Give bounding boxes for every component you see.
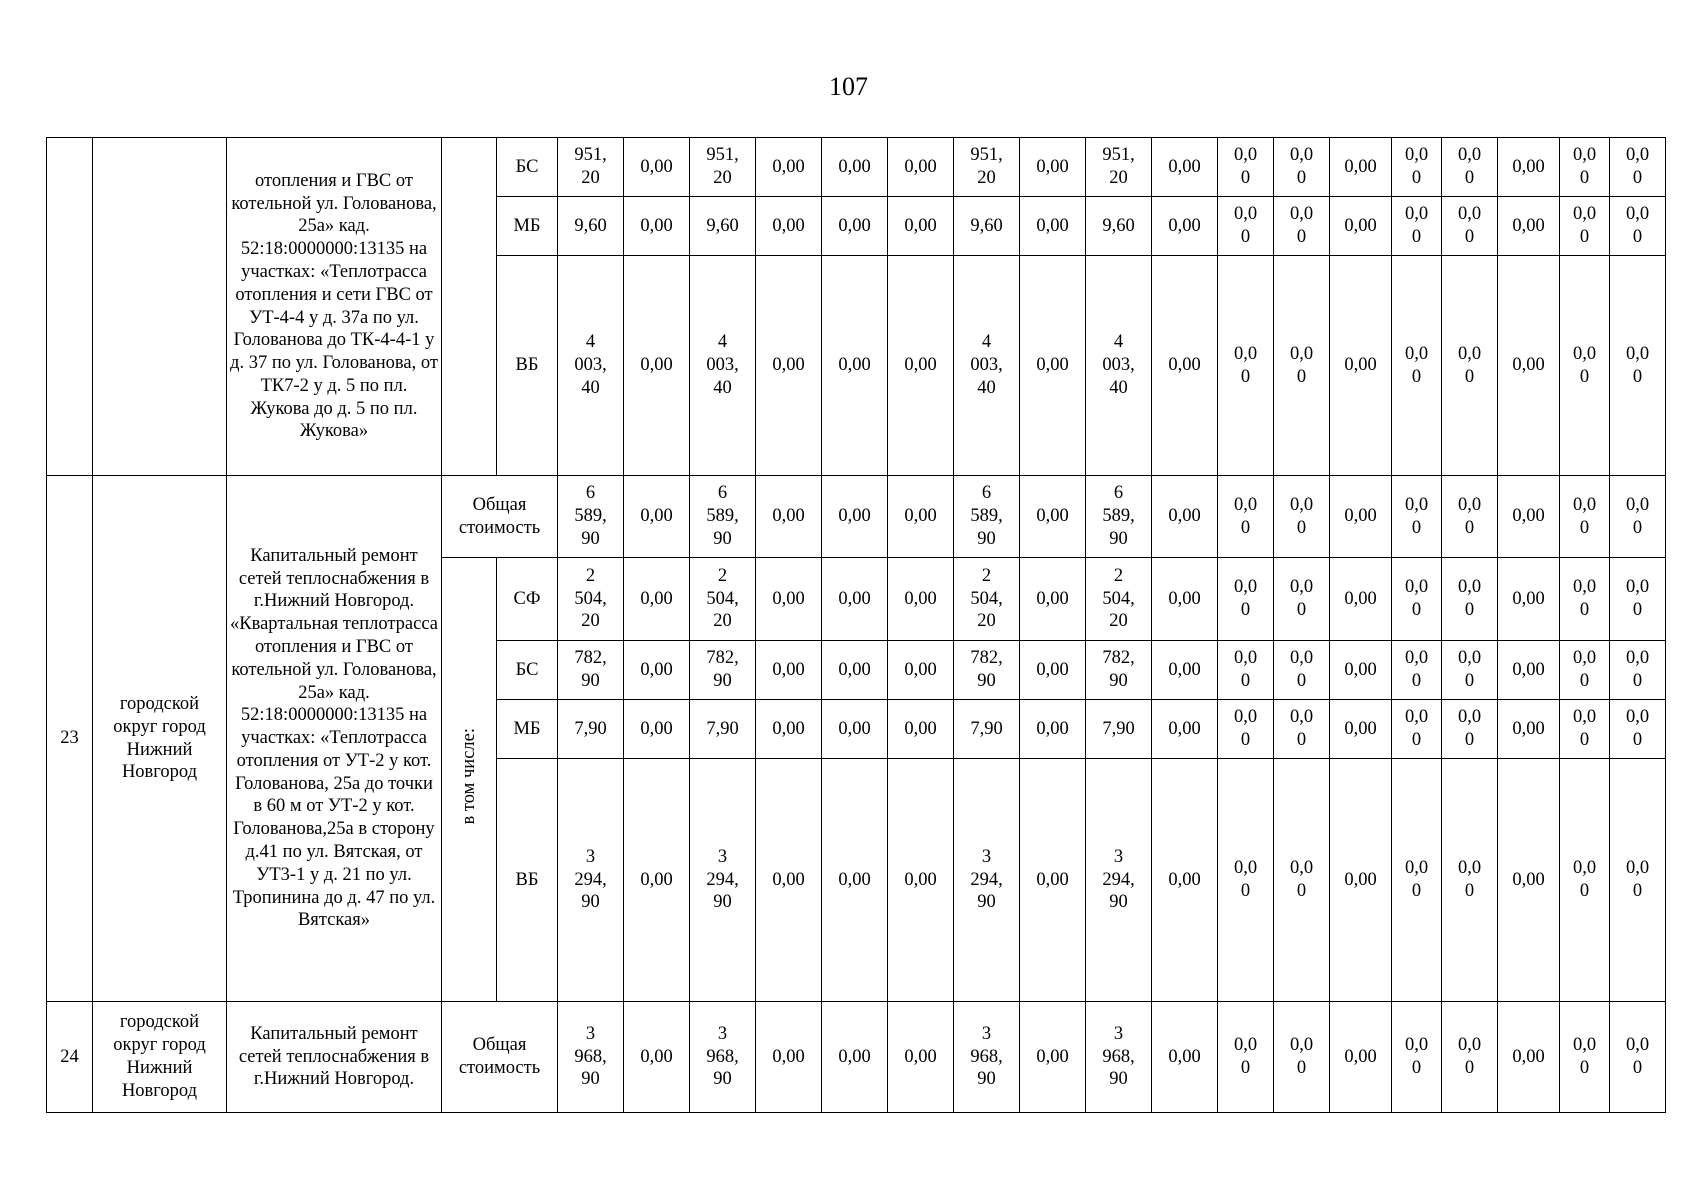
value-cell: 0,0 0: [1218, 138, 1274, 197]
total-cost-label: Общая стоимость: [442, 476, 558, 558]
value-cell: 0,0 0: [1560, 700, 1610, 759]
value-cell: 0,00: [888, 558, 954, 641]
value-cell: 0,0 0: [1392, 138, 1442, 197]
value-cell: 0,00: [1152, 700, 1218, 759]
value-cell: 0,00: [756, 256, 822, 476]
value-cell: 4 003, 40: [690, 256, 756, 476]
value-cell: 7,90: [690, 700, 756, 759]
value-cell: 0,0 0: [1560, 256, 1610, 476]
value-cell: 951, 20: [954, 138, 1020, 197]
value-cell: 0,0 0: [1610, 641, 1666, 700]
value-cell: 782, 90: [954, 641, 1020, 700]
source-label-bs: БС: [497, 641, 558, 700]
page-number: 107: [829, 72, 868, 101]
value-cell: 9,60: [1086, 197, 1152, 256]
value-cell: 0,0 0: [1610, 138, 1666, 197]
value-cell: 0,00: [1020, 476, 1086, 558]
value-cell: 0,00: [822, 759, 888, 1002]
source-label-vb: ВБ: [497, 256, 558, 476]
value-cell: 0,00: [888, 476, 954, 558]
value-cell: 0,00: [822, 1002, 888, 1113]
description-cell: Капитальный ремонт сетей теплоснабжения в г.Нижний Новгород.: [227, 1002, 442, 1113]
value-cell: 0,00: [756, 558, 822, 641]
value-cell: 0,0 0: [1218, 1002, 1274, 1113]
value-cell: 0,0 0: [1610, 197, 1666, 256]
value-cell: 0,00: [624, 476, 690, 558]
value-cell: 0,0 0: [1392, 197, 1442, 256]
value-cell: 0,00: [888, 138, 954, 197]
value-cell: 0,0 0: [1442, 138, 1498, 197]
value-cell: 0,0 0: [1560, 476, 1610, 558]
value-cell: 0,0 0: [1218, 641, 1274, 700]
value-cell: 951, 20: [690, 138, 756, 197]
value-cell: 0,00: [1330, 138, 1392, 197]
value-cell: 0,0 0: [1610, 1002, 1666, 1113]
value-cell: 6 589, 90: [558, 476, 624, 558]
including-label: в том числе:: [458, 727, 479, 825]
value-cell: 6 589, 90: [954, 476, 1020, 558]
value-cell: 0,00: [1498, 700, 1560, 759]
value-cell: 0,0 0: [1392, 641, 1442, 700]
value-cell: 0,00: [1330, 476, 1392, 558]
table-row: [47, 1002, 1666, 1113]
value-cell: 0,00: [756, 1002, 822, 1113]
value-cell: 0,00: [1152, 197, 1218, 256]
value-cell: 0,0 0: [1442, 759, 1498, 1002]
value-cell: 0,00: [624, 197, 690, 256]
value-cell: 0,00: [822, 138, 888, 197]
value-cell: 0,0 0: [1560, 641, 1610, 700]
value-cell: 0,0 0: [1442, 197, 1498, 256]
value-cell: 951, 20: [558, 138, 624, 197]
value-cell: 0,0 0: [1274, 641, 1330, 700]
value-cell: 0,00: [822, 641, 888, 700]
value-cell: 6 589, 90: [1086, 476, 1152, 558]
value-cell: 0,0 0: [1392, 1002, 1442, 1113]
value-cell: 0,00: [1498, 476, 1560, 558]
value-cell: 2 504, 20: [1086, 558, 1152, 641]
value-cell: 2 504, 20: [690, 558, 756, 641]
including-cell: [442, 558, 497, 1002]
value-cell: 0,00: [1152, 641, 1218, 700]
value-cell: 7,90: [558, 700, 624, 759]
source-label-vb: ВБ: [497, 759, 558, 1002]
source-label-mb: МБ: [497, 197, 558, 256]
value-cell: 951, 20: [1086, 138, 1152, 197]
value-cell: 0,00: [888, 700, 954, 759]
value-cell: 0,00: [1498, 1002, 1560, 1113]
value-cell: 0,00: [756, 641, 822, 700]
value-cell: 0,0 0: [1274, 138, 1330, 197]
value-cell: 3 968, 90: [954, 1002, 1020, 1113]
value-cell: 0,00: [1152, 138, 1218, 197]
value-cell: 0,00: [624, 256, 690, 476]
value-cell: 0,0 0: [1392, 759, 1442, 1002]
value-cell: 0,00: [1330, 197, 1392, 256]
value-cell: 0,00: [1020, 138, 1086, 197]
value-cell: 0,00: [1330, 700, 1392, 759]
value-cell: 0,00: [822, 558, 888, 641]
value-cell: 0,0 0: [1560, 759, 1610, 1002]
value-cell: 0,00: [756, 759, 822, 1002]
value-cell: 0,00: [888, 197, 954, 256]
value-cell: 0,00: [888, 641, 954, 700]
value-cell: 4 003, 40: [954, 256, 1020, 476]
value-cell: 0,00: [1152, 256, 1218, 476]
value-cell: 7,90: [1086, 700, 1152, 759]
value-cell: 0,0 0: [1610, 700, 1666, 759]
row-number-cell: 23: [47, 476, 93, 1002]
value-cell: 0,00: [1498, 197, 1560, 256]
value-cell: 3 294, 90: [690, 759, 756, 1002]
value-cell: 0,0 0: [1392, 700, 1442, 759]
value-cell: 0,0 0: [1218, 558, 1274, 641]
value-cell: 0,00: [1020, 700, 1086, 759]
value-cell: 0,00: [1020, 759, 1086, 1002]
row-number-cell: [47, 138, 93, 476]
value-cell: 0,00: [822, 700, 888, 759]
source-label-bs: БС: [497, 138, 558, 197]
value-cell: 0,00: [624, 641, 690, 700]
value-cell: 0,0 0: [1274, 476, 1330, 558]
value-cell: 2 504, 20: [954, 558, 1020, 641]
source-label-sf: СФ: [497, 558, 558, 641]
value-cell: 0,0 0: [1392, 558, 1442, 641]
value-cell: 0,00: [1152, 476, 1218, 558]
value-cell: 0,0 0: [1218, 700, 1274, 759]
municipality-cell: городской округ город Нижний Новгород: [93, 1002, 227, 1113]
value-cell: 0,00: [1020, 197, 1086, 256]
value-cell: 0,00: [888, 1002, 954, 1113]
value-cell: 0,0 0: [1274, 1002, 1330, 1113]
value-cell: 0,0 0: [1218, 197, 1274, 256]
row-number-cell: 24: [47, 1002, 93, 1113]
value-cell: 0,00: [1152, 1002, 1218, 1113]
value-cell: 0,0 0: [1392, 256, 1442, 476]
value-cell: 0,00: [756, 197, 822, 256]
value-cell: 3 968, 90: [690, 1002, 756, 1113]
value-cell: 9,60: [954, 197, 1020, 256]
value-cell: 0,00: [624, 759, 690, 1002]
value-cell: 3 294, 90: [1086, 759, 1152, 1002]
value-cell: 0,0 0: [1560, 1002, 1610, 1113]
value-cell: 0,0 0: [1610, 759, 1666, 1002]
value-cell: 0,0 0: [1560, 558, 1610, 641]
value-cell: 0,00: [1020, 256, 1086, 476]
budget-table: [46, 137, 1666, 1113]
value-cell: 0,0 0: [1560, 138, 1610, 197]
table-row: [47, 138, 1666, 197]
value-cell: 4 003, 40: [1086, 256, 1152, 476]
value-cell: 6 589, 90: [690, 476, 756, 558]
value-cell: 3 294, 90: [558, 759, 624, 1002]
value-cell: 0,0 0: [1442, 256, 1498, 476]
value-cell: 0,0 0: [1392, 476, 1442, 558]
value-cell: 9,60: [558, 197, 624, 256]
value-cell: 0,0 0: [1274, 256, 1330, 476]
value-cell: 782, 90: [558, 641, 624, 700]
value-cell: 0,00: [624, 1002, 690, 1113]
description-cell: отопления и ГВС от котельной ул. Голованова, 25а» кад. 52:18:0000000:13135 на участках: «Теплотрасса отопления и сети ГВС от УТ-4-4 у д. 37а по ул. Голованова до ТК-4-4-1 у д. 37 по ул. Голованова, от ТК7-2 у д. 5 по пл. Жукова до д. 5 по пл. Жукова»: [227, 138, 442, 476]
value-cell: 0,0 0: [1274, 197, 1330, 256]
value-cell: 0,0 0: [1610, 476, 1666, 558]
value-cell: 0,00: [1330, 759, 1392, 1002]
value-cell: 0,00: [822, 197, 888, 256]
value-cell: 0,00: [1020, 558, 1086, 641]
value-cell: 0,0 0: [1218, 476, 1274, 558]
value-cell: 0,00: [1330, 1002, 1392, 1113]
value-cell: 0,00: [624, 138, 690, 197]
value-cell: 0,00: [1152, 558, 1218, 641]
including-cell: [442, 138, 497, 476]
total-cost-label: Общая стоимость: [442, 1002, 558, 1113]
value-cell: 0,0 0: [1442, 700, 1498, 759]
value-cell: 3 968, 90: [558, 1002, 624, 1113]
value-cell: 0,0 0: [1610, 256, 1666, 476]
source-label-mb: МБ: [497, 700, 558, 759]
description-cell: Капитальный ремонт сетей теплоснабжения в г.Нижний Новгород. «Квартальная теплотрасса отопления и ГВС от котельной ул. Голованова, 25а» кад. 52:18:0000000:13135 на участках: «Теплотрасса отопления от УТ-2 у кот. Голованова, 25а до точки в 60 м от УТ-2 у кот. Голованова,25а в сторону д.41 по ул. Вятская, от УТ3-1 у д. 21 по ул. Тропинина до д. 47 по ул. Вятская»: [227, 476, 442, 1002]
value-cell: 0,00: [624, 558, 690, 641]
value-cell: 0,00: [888, 759, 954, 1002]
value-cell: 0,0 0: [1274, 759, 1330, 1002]
municipality-cell: городской округ город Нижний Новгород: [93, 476, 227, 1002]
value-cell: 7,90: [954, 700, 1020, 759]
value-cell: 0,0 0: [1274, 700, 1330, 759]
value-cell: 0,00: [1330, 558, 1392, 641]
value-cell: 0,0 0: [1218, 759, 1274, 1002]
municipality-cell: [93, 138, 227, 476]
value-cell: 0,00: [624, 700, 690, 759]
value-cell: 0,00: [1498, 558, 1560, 641]
value-cell: 9,60: [690, 197, 756, 256]
value-cell: 3 968, 90: [1086, 1002, 1152, 1113]
value-cell: 0,00: [1498, 641, 1560, 700]
value-cell: 0,0 0: [1442, 641, 1498, 700]
value-cell: 782, 90: [690, 641, 756, 700]
value-cell: 3 294, 90: [954, 759, 1020, 1002]
value-cell: 0,00: [1330, 256, 1392, 476]
value-cell: 0,0 0: [1560, 197, 1610, 256]
value-cell: 0,00: [756, 700, 822, 759]
value-cell: 0,00: [756, 476, 822, 558]
value-cell: 0,00: [1152, 759, 1218, 1002]
value-cell: 0,00: [1498, 256, 1560, 476]
value-cell: 0,00: [1020, 641, 1086, 700]
value-cell: 0,00: [1020, 1002, 1086, 1113]
value-cell: 0,00: [1498, 138, 1560, 197]
value-cell: 0,00: [822, 256, 888, 476]
value-cell: 0,00: [756, 138, 822, 197]
value-cell: 0,0 0: [1442, 476, 1498, 558]
value-cell: 0,0 0: [1442, 558, 1498, 641]
value-cell: 0,00: [888, 256, 954, 476]
value-cell: 0,0 0: [1442, 1002, 1498, 1113]
value-cell: 0,00: [1330, 641, 1392, 700]
table-row: [47, 476, 1666, 558]
value-cell: 0,0 0: [1218, 256, 1274, 476]
value-cell: 4 003, 40: [558, 256, 624, 476]
value-cell: 0,00: [1498, 759, 1560, 1002]
value-cell: 2 504, 20: [558, 558, 624, 641]
value-cell: 0,0 0: [1274, 558, 1330, 641]
value-cell: 0,00: [822, 476, 888, 558]
value-cell: 0,0 0: [1610, 558, 1666, 641]
value-cell: 782, 90: [1086, 641, 1152, 700]
